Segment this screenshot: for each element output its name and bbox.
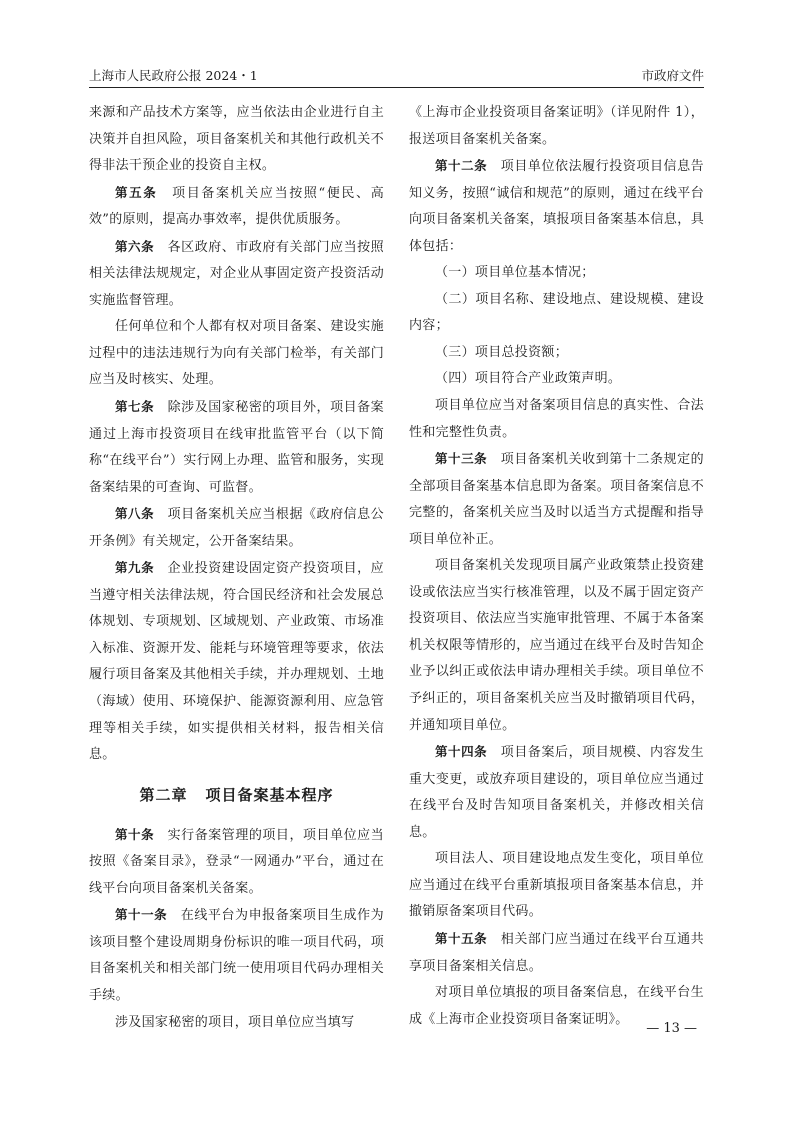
- page-number: — 13 —: [646, 1021, 697, 1036]
- paragraph-text: 项目单位应当对备案项目信息的真实性、合法性和完整性负责。: [409, 398, 704, 440]
- journal-title: 上海市人民政府公报 2024・1: [89, 68, 258, 83]
- paragraph: [409, 926, 704, 980]
- paragraph: [89, 100, 384, 180]
- list-item: [409, 340, 704, 367]
- paragraph-text: 来源和产品技术方案等，应当依法由企业进行自主决策并自担风险，项目备案机关和其他行政机关不得非法干预企业的投资自主权。: [89, 105, 384, 174]
- left-paragraphs-after: [89, 822, 384, 1036]
- paragraph-text: 项目备案后，项目规模、内容发生重大变更，或放弃项目建设的，项目单位应当通过在线平台及时告知项目备案机关，并修改相关信息。: [409, 745, 704, 840]
- paragraph-text: （四）项目符合产业政策声明。: [435, 371, 622, 387]
- article-label: 第五条: [115, 184, 158, 200]
- paragraph-text: 各区政府、市政府有关部门应当按照相关法律法规规定，对企业从事固定资产投资活动实施监督管理。: [89, 239, 384, 308]
- article-label: 第九条: [115, 560, 155, 576]
- paragraph: [89, 1010, 384, 1037]
- list-item: [409, 287, 704, 340]
- paragraph: [89, 180, 384, 234]
- paragraph-text: 任何单位和个人都有权对项目备案、建设实施过程中的违法违规行为向有关部门检举，有关部门应当及时核实、处理。: [89, 319, 384, 388]
- paragraph: [409, 739, 704, 846]
- article-label: 第十一条: [115, 907, 168, 923]
- paragraph: [409, 846, 704, 926]
- article-label: 第十五条: [435, 930, 488, 946]
- paragraph-text: （二）项目名称、建设地点、建设规模、建设内容；: [409, 291, 704, 334]
- list-item: [409, 260, 704, 287]
- paragraph: [409, 446, 704, 553]
- paragraph-text: 项目备案机关应当按照“便民、高效”的原则，提高办事效率，提供优质服务。: [89, 185, 385, 228]
- paragraph: [409, 153, 704, 260]
- paragraph-text: 项目单位依法履行投资项目信息告知义务，按照“诚信和规范”的原则，通过在线平台向项目备案机关备案，填报项目备案基本信息，具体包括：: [409, 159, 704, 254]
- paragraph-text: 相关部门应当通过在线平台互通共享项目备案相关信息。: [409, 931, 704, 974]
- article-label: 第十二条: [435, 158, 488, 174]
- paragraph: [89, 501, 384, 555]
- paragraph: [409, 393, 704, 446]
- article-label: 第十条: [115, 826, 155, 842]
- list-item: [409, 366, 704, 393]
- paragraph: [89, 555, 384, 768]
- paragraph-text: 实行备案管理的项目，项目单位应当按照《备案目录》，登录“一网通办”平台，通过在线平台向项目备案机关备案。: [89, 827, 384, 896]
- paragraph-text: （一）项目单位基本情况；: [435, 265, 595, 281]
- paragraph-text: 涉及国家秘密的项目，项目单位应当填写: [115, 1014, 355, 1030]
- paragraph-text: 项目备案机关收到第十二条规定的全部项目备案基本信息即为备案。项目备案信息不完整的，备案机关应当及时以适当方式提醒和指导项目单位补正。: [409, 452, 704, 547]
- paragraph: [89, 314, 384, 394]
- article-label: 第七条: [115, 399, 155, 415]
- paragraph-text: 企业投资建设固定资产投资项目，应当遵守相关法律法规，符合国民经济和社会发展总体规划、专项规划、区域规划、产业政策、市场准入标准、资源开发、能耗与环境管理等要求，依法履行项目备案及其他相关手续，并办理规划、土地（海域）使用、环境保护、能源资源利用、应急管理等相关手续，如实提供相关材料，报告相关信息。: [89, 561, 384, 763]
- paragraph-text: 《上海市企业投资项目备案证明》（详见附件 1），报送项目备案机关备案。: [409, 105, 704, 147]
- paragraph: [89, 394, 384, 501]
- article-label: 第六条: [115, 238, 155, 254]
- left-column: [89, 100, 384, 1036]
- chapter-number: 第二章: [139, 785, 188, 804]
- paragraph: [409, 553, 704, 739]
- paragraph-text: （三）项目总投资额；: [435, 344, 569, 360]
- paragraph-text: 对项目单位填报的项目备案信息，在线平台生成《上海市企业投资项目备案证明》。: [409, 985, 704, 1027]
- article-label: 第十四条: [435, 744, 488, 760]
- paragraph-text: 项目备案机关应当根据《政府信息公开条例》有关规定，公开备案结果。: [89, 507, 384, 549]
- paragraph: [89, 822, 384, 903]
- article-label: 第十三条: [435, 451, 488, 467]
- paragraph: [89, 902, 384, 1009]
- paragraph-text: 项目法人、项目建设地点发生变化，项目单位应当通过在线平台重新填报项目备案基本信息，并撤销原备案项目代码。: [409, 851, 704, 920]
- chapter-heading: [89, 769, 384, 822]
- paragraph-text: 在线平台为申报备案项目生成作为该项目整个建设周期身份标识的唯一项目代码，项目备案机关和相关部门统一使用项目代码办理相关手续。: [89, 908, 384, 1003]
- paragraph-text: 除涉及国家秘密的项目外，项目备案通过上海市投资项目在线审批监管平台（以下简称“在线平台”）实行网上办理、监管和服务，实现备案结果的可查询、可监督。: [89, 400, 384, 495]
- running-header: [89, 63, 704, 88]
- paragraph: [89, 234, 384, 315]
- paragraph: [409, 100, 704, 153]
- paragraph-text: 项目备案机关发现项目属产业政策禁止投资建设或依法应当实行核准管理，以及不属于固定资产投资项目、依法应当实施审批管理、不属于本备案机关权限等情形的，应当通过在线平台及时告知企业予以纠正或依法申请办理相关手续。项目单位不予纠正的，项目备案机关应当及时撤销项目代码，并通知项目单位。: [409, 558, 704, 733]
- right-column: [409, 100, 704, 1033]
- chapter-title: 项目备案基本程序: [205, 785, 334, 804]
- section-title: 市政府文件: [641, 68, 704, 83]
- article-label: 第八条: [115, 506, 155, 522]
- left-paragraphs: [89, 100, 384, 769]
